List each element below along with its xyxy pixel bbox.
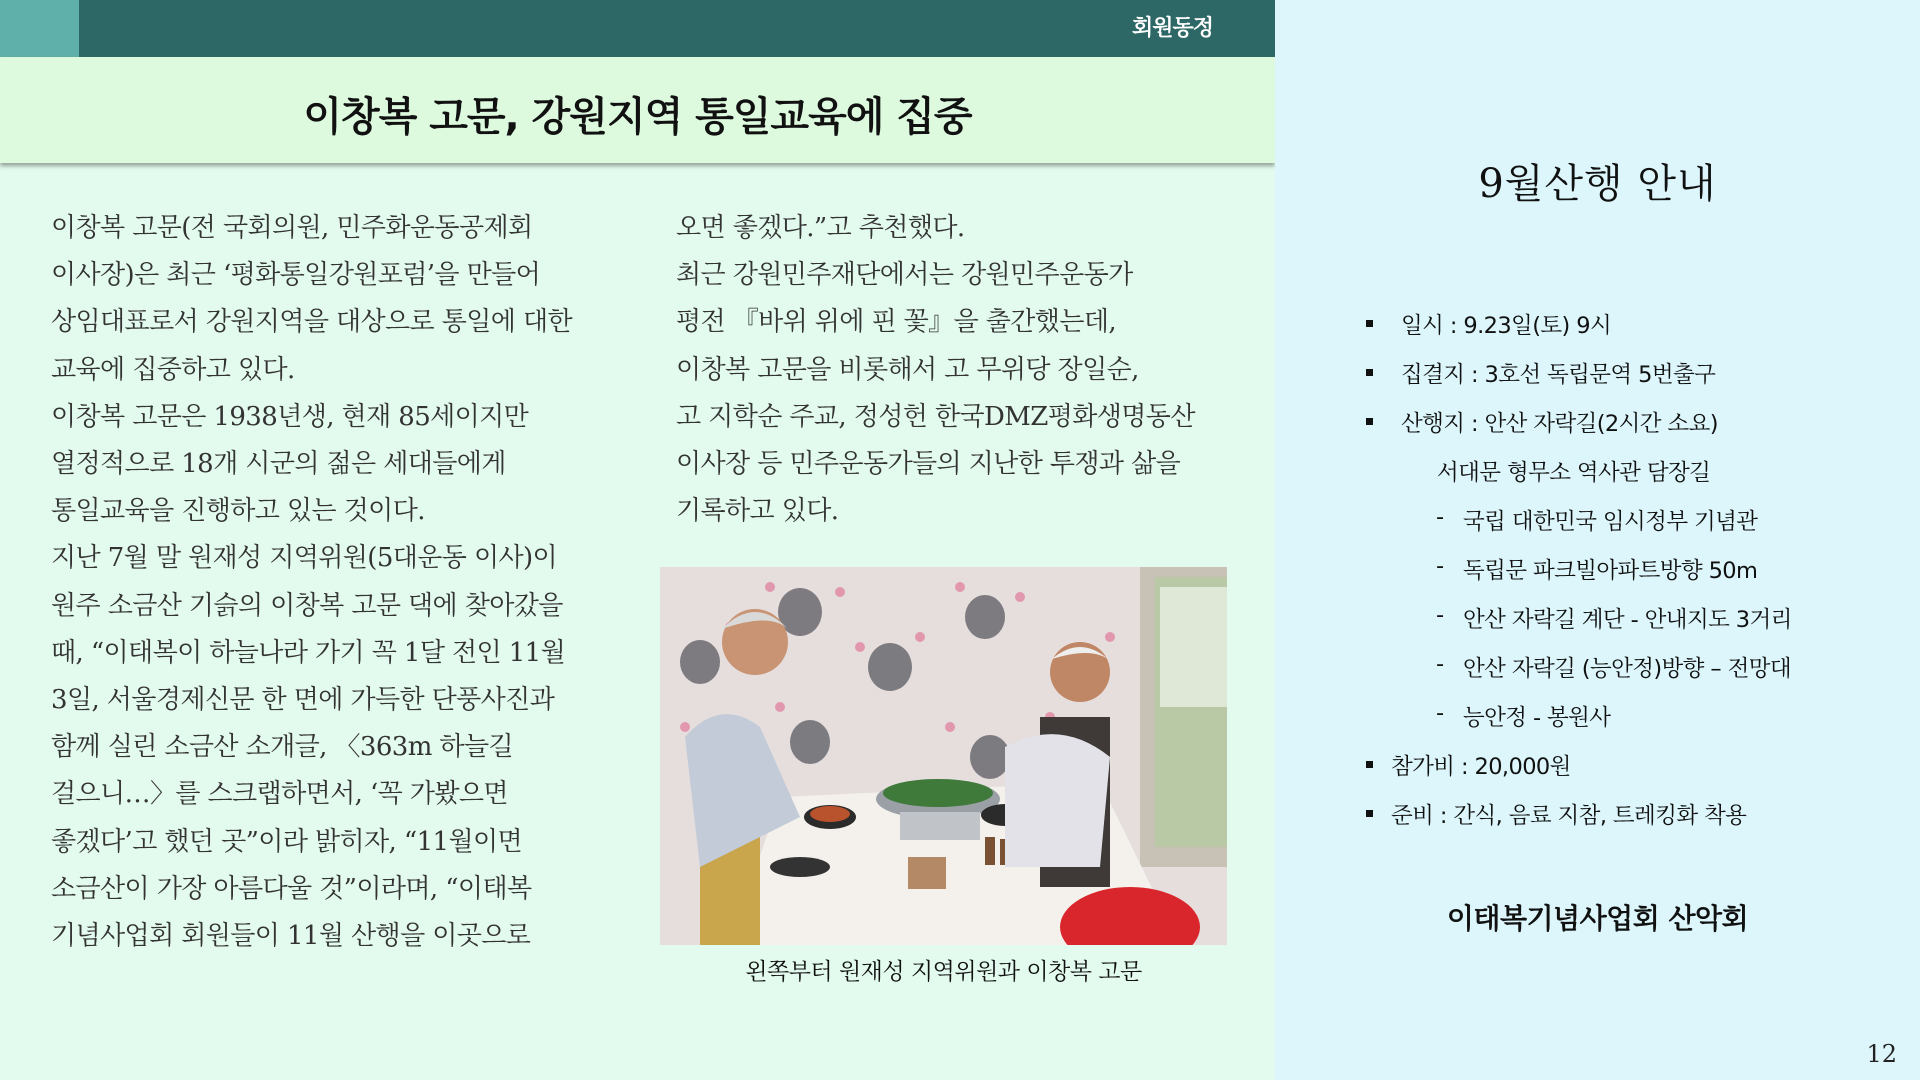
bullet-icon xyxy=(1366,369,1373,376)
notice-item-meeting-point: 집결지 : 3호선 독립문역 5번출구 xyxy=(1401,362,1716,388)
notice-item-destination: 산행지 : 안산 자락길(2시간 소요) xyxy=(1401,411,1718,437)
route-step: 안산 자락길 계단 - 안내지도 3거리 xyxy=(1463,607,1792,633)
article-line: 이사장)은 최근 ‘평화통일강원포럼’을 만들어 xyxy=(51,260,541,291)
article-line: 이창복 고문은 1938년생, 현재 85세이지만 xyxy=(51,401,529,432)
route-step: 능안정 - 봉원사 xyxy=(1463,705,1611,731)
notice-item-preparation: 준비 : 간식, 음료 지참, 트레킹화 착용 xyxy=(1391,803,1747,829)
dash-icon: - xyxy=(1436,700,1445,726)
bullet-icon xyxy=(1366,418,1373,425)
article-line: 오면 좋겠다.”고 추천했다. xyxy=(676,213,965,243)
headline-band xyxy=(0,57,1275,163)
notice-title: 9월산행 안내 xyxy=(1478,161,1717,207)
organizer-name: 이태복기념사업회 산악회 xyxy=(1446,902,1749,935)
article-line: 이사장 등 민주운동가들의 지난한 투쟁과 삶을 xyxy=(676,449,1181,480)
article-line: 통일교육을 진행하고 있는 것이다. xyxy=(51,496,425,527)
article-headline: 이창복 고문, 강원지역 통일교육에 집중 xyxy=(303,94,972,140)
notice-item-fee: 참가비 : 20,000원 xyxy=(1391,754,1571,780)
restaurant-scene-image xyxy=(660,567,1227,945)
article-column-1 xyxy=(51,205,631,960)
article-line: 함께 실린 소금산 소개글, 〈363m 하늘길 xyxy=(51,732,513,763)
route-step: 국립 대한민국 임시정부 기념관 xyxy=(1463,509,1758,535)
hiking-notice-panel xyxy=(1275,0,1920,1080)
article-line: 기념사업회 회원들이 11월 산행을 이곳으로 xyxy=(51,921,531,952)
bullet-icon xyxy=(1366,761,1373,768)
page-number: 12 xyxy=(1866,1040,1897,1068)
article-line: 최근 강원민주재단에서는 강원민주운동가 xyxy=(676,260,1133,291)
route-intro: 서대문 형무소 역사관 담장길 xyxy=(1437,460,1711,486)
article-line: 때, “이태복이 하늘나라 가기 꼭 1달 전인 11월 xyxy=(51,637,566,668)
article-line: 좋겠다’고 했던 곳”이라 밝히자, “11월이면 xyxy=(51,826,522,857)
article-line: 원주 소금산 기슭의 이창복 고문 댁에 찾아갔을 xyxy=(51,590,563,621)
notice-item-date: 일시 : 9.23일(토) 9시 xyxy=(1401,313,1612,339)
article-line: 걸으니…〉를 스크랩하면서, ‘꼭 가봤으면 xyxy=(51,779,508,810)
article-line: 소금산이 가장 아름다울 것”이라며, “이태복 xyxy=(51,873,532,904)
dash-icon: - xyxy=(1436,553,1445,579)
article-line: 교육에 집중하고 있다. xyxy=(51,354,295,385)
top-bar xyxy=(0,0,1275,57)
bullet-icon xyxy=(1366,320,1373,327)
photo-caption: 왼쪽부터 원재성 지역위원과 이창복 고문 xyxy=(745,959,1142,985)
article-line: 평전 『바위 위에 핀 꽃』을 출간했는데, xyxy=(676,307,1117,338)
article-column-2 xyxy=(676,205,1256,535)
article-line: 열정적으로 18개 시군의 젊은 세대들에게 xyxy=(51,449,506,480)
article-line: 기록하고 있다. xyxy=(676,496,839,527)
dash-icon: - xyxy=(1436,602,1445,628)
top-bar-accent xyxy=(0,0,79,57)
route-step: 안산 자락길 (능안정)방향 – 전망대 xyxy=(1463,656,1791,682)
article-line: 상임대표로서 강원지역을 대상으로 통일에 대한 xyxy=(51,307,572,338)
article-photo xyxy=(660,567,1227,945)
dash-icon: - xyxy=(1436,651,1445,677)
article-line: 이창복 고문을 비롯해서 고 무위당 장일순, xyxy=(676,354,1139,385)
article-line: 3일, 서울경제신문 한 면에 가득한 단풍사진과 xyxy=(51,685,555,716)
article-line: 이창복 고문(전 국회의원, 민주화운동공제회 xyxy=(51,213,533,243)
bullet-icon xyxy=(1366,810,1373,817)
article-line: 고 지학순 주교, 정성헌 한국DMZ평화생명동산 xyxy=(676,401,1195,432)
dash-icon: - xyxy=(1436,504,1445,530)
route-step: 독립문 파크빌아파트방향 50m xyxy=(1463,558,1758,584)
section-label: 회원동정 xyxy=(1131,16,1213,41)
article-line: 지난 7월 말 원재성 지역위원(5대운동 이사)이 xyxy=(51,543,558,574)
